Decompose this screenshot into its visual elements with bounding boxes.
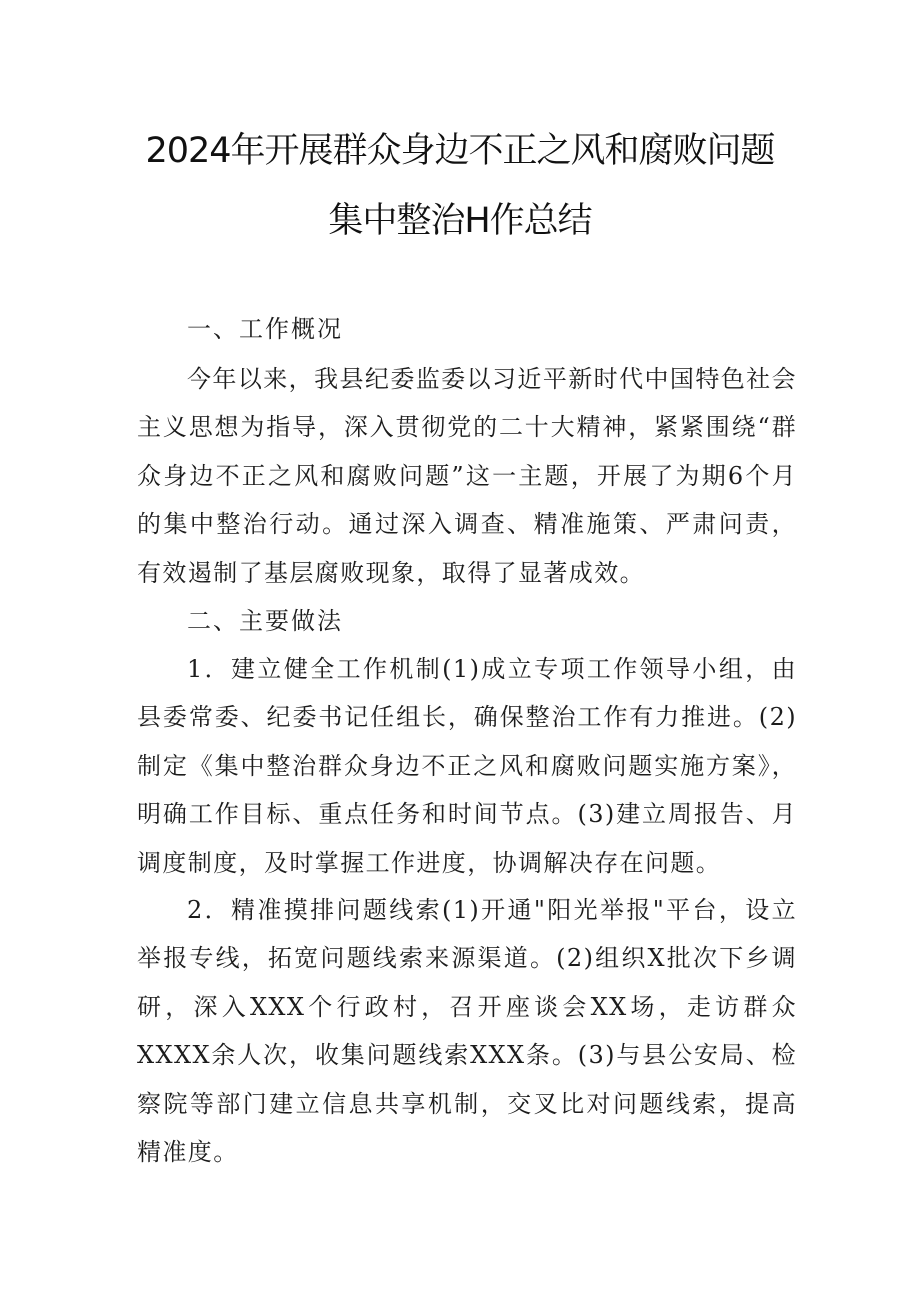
document-title-line-2: 集中整治H作总结 — [328, 201, 592, 241]
overview-paragraph: 今年以来，我县纪委监委以习近平新时代中国特色社会主义思想为指导，深入贯彻党的二十大精神，紧紧围绕“群众身边不正之风和腐败问题”这一主题，开展了为期6个月的集中整治行动。通过深入调查、精准施策、严肃问责，有效遏制了基层腐败现象，取得了显著成效。 — [137, 365, 797, 587]
practice-item-1: 1．建立健全工作机制(1)成立专项工作领导小组，由县委常委、纪委书记任组长，确保整治工作有力推进。(2)制定《集中整治群众身边不正之风和腐败问题实施方案》，明确工作目标、重点任务和时间节点。(3)建立周报告、月调度制度，及时掌握工作进度，协调解决存在问题。 — [137, 655, 797, 877]
document-title-line-1: 2024年开展群众身边不正之风和腐败问题 — [145, 131, 775, 171]
practice-item-2: 2．精准摸排问题线索(1)开通"阳光举报"平台，设立举报专线，拓宽问题线索来源渠道。(2)组织X批次下乡调研，深入XXX个行政村，召开座谈会XX场，走访群众XXXX余人次，收集问题线索XXX条。(3)与县公安局、检察院等部门建立信息共享机制，交叉比对问题线索，提高精准度。 — [137, 896, 797, 1167]
section-heading-overview: 一、工作概况 — [187, 315, 343, 343]
section-heading-main-practices: 二、主要做法 — [187, 607, 343, 635]
